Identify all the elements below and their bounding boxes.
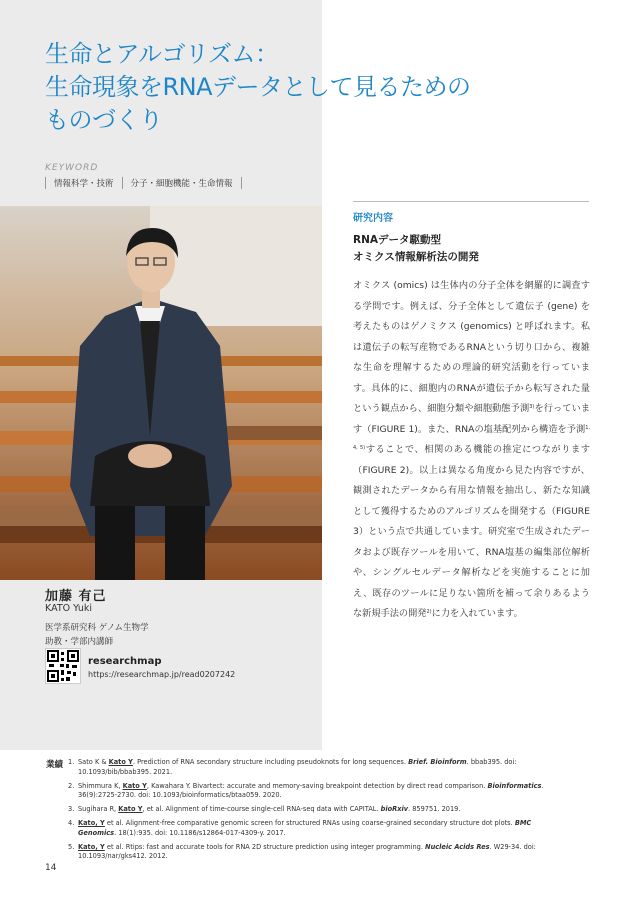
- reference-item: [68, 843, 558, 862]
- reference-title: et al. Alignment-free comparative genomic screen for structured RNAs using coarse-grained secondary structure dot plots.: [104, 819, 515, 827]
- reference-number: 5.: [68, 842, 75, 851]
- reference-number: 1.: [68, 758, 75, 766]
- reference-item: [68, 819, 558, 838]
- title-line-3: ものづくり: [45, 106, 163, 134]
- title-line-1: 生命とアルゴリズム：: [45, 40, 279, 68]
- person-name-japanese: 加藤 有己: [45, 589, 107, 604]
- reference-title: et al. Rtips: fast and accurate tools for RNA 2D structure prediction using integer programming.: [104, 842, 426, 851]
- research-body-text: [353, 276, 590, 625]
- keyword-list: [45, 177, 242, 189]
- section-divider: [353, 201, 589, 202]
- reference-details: . 859751. 2019.: [408, 805, 461, 813]
- portrait-photo: [0, 206, 322, 580]
- reference-journal: BMC Genomics: [78, 819, 532, 837]
- reference-title: . Prediction of RNA secondary structure including pseudoknots for long sequences.: [132, 758, 409, 766]
- reference-number: 3.: [68, 805, 75, 813]
- page-number: 14: [45, 863, 57, 873]
- reference-item: [68, 805, 558, 815]
- body-text-segment: することで、相関のある機能の推定につながります（FIGURE 2)。以上は異なる角度から見た内容ですが、観測されたデータから有用な情報を抽出し、新たな知識として獲得するためのアルゴリズムを開発する（FIGURE 3）という点で共通しています。研究室で生成されたデータおよび既存ツールを用いて、RNA塩基の編集部位解析や、シングルセルデータ解析などを実施することに加え、既存のツールに足りない箇所を補って余りあるような新規手法の開発: [353, 444, 590, 619]
- reference-title: , Kawahara Y. Bivartect: accurate and memory-saving breakpoint detection by direct read comparison.: [146, 781, 488, 790]
- title-line-2: 生命現象をRNAデータとして見るための: [45, 73, 471, 101]
- researchmap-link[interactable]: https://researchmap.jp/read0207242: [88, 670, 236, 679]
- reference-journal: Bioinformatics: [487, 781, 542, 790]
- keyword-item: 分子・細胞機能・生命情報: [122, 177, 242, 189]
- reference-journal: Brief. Bioinform: [408, 758, 467, 766]
- reference-number: 4.: [68, 819, 75, 827]
- reference-details: . 18(1):935. doi: 10.1186/s12864-017-4309-y. 2017.: [114, 828, 286, 837]
- reference-details: . bbab395. doi: 10.1093/bib/bbab395. 2021.: [78, 758, 517, 776]
- reference-highlight-author: Kato Y: [108, 758, 133, 766]
- keyword-item: 情報科学・技術: [45, 177, 122, 189]
- section-label: 研究内容: [353, 213, 393, 224]
- reference-list: [68, 758, 558, 866]
- page-title: [45, 38, 471, 137]
- reference-highlight-author: Kato, Y: [78, 842, 105, 851]
- person-affiliation: [45, 621, 149, 649]
- research-heading: [353, 232, 479, 266]
- citation-marker: 2): [426, 609, 432, 615]
- position: 助教・学部内講師: [45, 637, 114, 647]
- citation-marker: 3): [529, 404, 535, 410]
- reference-details: . W29-34. doi: 10.1093/nar/gks412. 2012.: [78, 842, 536, 860]
- reference-details: . 36(9):2725-2730. doi: 10.1093/bioinformatics/btaa059. 2020.: [78, 781, 544, 799]
- reference-authors: Shimmura K,: [78, 781, 123, 790]
- qr-code-icon[interactable]: [45, 648, 81, 684]
- person-name-english: KATO Yuki: [45, 603, 92, 614]
- reference-authors: Sugihara R,: [78, 805, 119, 813]
- department: 医学系研究科 ゲノム生物学: [45, 623, 149, 633]
- body-text-segment: を行っています（FIGURE 1)。また、RNAの塩基配列から構造を予測: [353, 403, 591, 435]
- reference-highlight-author: Kato Y: [118, 805, 143, 813]
- reference-highlight-author: Kato Y: [122, 781, 147, 790]
- researchmap-label: researchmap: [88, 656, 162, 667]
- reference-item: [68, 758, 558, 777]
- reference-item: [68, 782, 558, 801]
- reference-highlight-author: Kato, Y: [78, 819, 105, 827]
- reference-number: 2.: [68, 781, 75, 790]
- citation-marker: 1, 4, 5): [353, 424, 590, 451]
- reference-journal: Nucleic Acids Res: [425, 842, 490, 851]
- reference-title: , et al. Alignment of time-course single-cell RNA-seq data with CAPITAL.: [142, 805, 381, 813]
- references-label: 業績: [46, 760, 64, 770]
- reference-journal: bioRxiv: [380, 805, 409, 813]
- body-text-segment: オミクス (omics) は生体内の分子全体を網羅的に調査する学問です。例えば、分子全体として遺伝子 (gene) を考えたものはゲノミクス (genomics) と呼ばれます。私は遺伝子の転写産物であるRNAという切り口から、複雑な生命を理解するための理論的研究活動を行っています。具体的に、細胞内のRNAが遺伝子から転写された量という観点から、細胞分類や細胞動態予測: [353, 280, 590, 414]
- research-heading-line: オミクス情報解析法の開発: [353, 251, 479, 263]
- research-heading-line: RNAデータ駆動型: [353, 234, 441, 246]
- reference-authors: Sato K &: [78, 758, 109, 766]
- keyword-heading: KEYWORD: [45, 163, 99, 173]
- body-text-segment: に力を入れています。: [431, 608, 523, 619]
